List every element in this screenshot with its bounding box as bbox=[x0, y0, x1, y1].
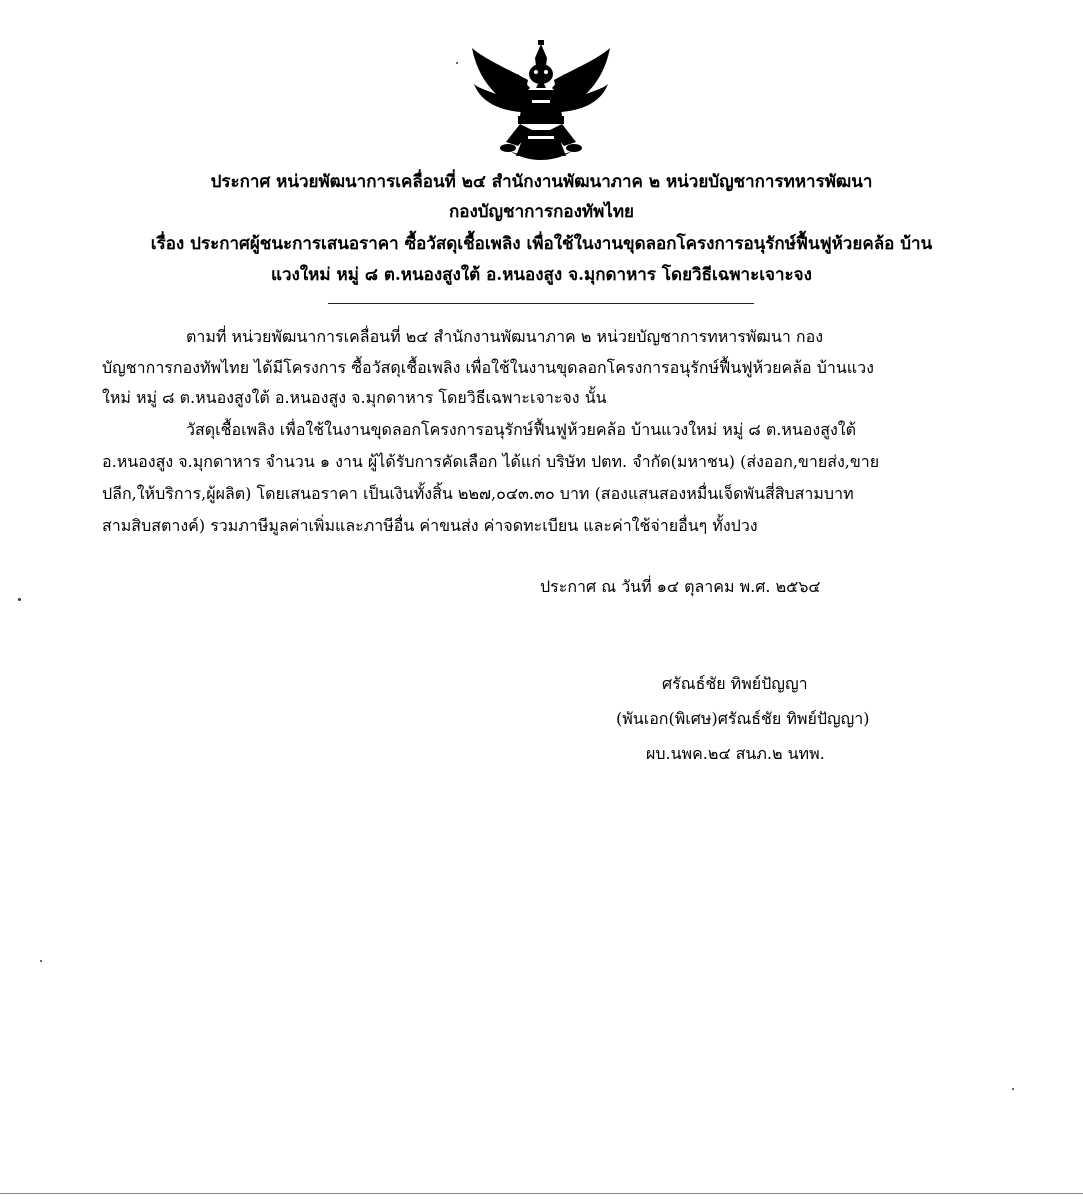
announcement-subject-line-1: เรื่อง ประกาศผู้ชนะการเสนอราคา ซื้อวัสดุเชื้อเพลิง เพื่อใช้ในงานขุดลอกโครงการอนุรักษ์ฟื้นฟูห้วยคล้อ บ้าน bbox=[150, 234, 933, 254]
paragraph-2-line-3: ปลีก,ให้บริการ,ผู้ผลิต) โดยเสนอราคา เป็นเงินทั้งสิ้น ๒๒๗,๐๔๓.๓๐ บาท (สองแสนสองหมื่นเจ็ดพันสี่สิบสามบาท bbox=[102, 484, 854, 503]
paragraph-1-line-3: ใหม่ หมู่ ๘ ต.หนองสูงใต้ อ.หนองสูง จ.มุกดาหาร โดยวิธีเฉพาะเจาะจง นั้น bbox=[102, 388, 607, 407]
header-divider bbox=[328, 303, 754, 304]
scan-speck bbox=[18, 598, 21, 601]
announcement-title-line-1: ประกาศ หน่วยพัฒนาการเคลื่อนที่ ๒๔ สำนักงานพัฒนาภาค ๒ หน่วยบัญชาการทหารพัฒนา bbox=[210, 172, 873, 192]
scan-speck bbox=[1012, 1088, 1014, 1090]
garuda-emblem-icon bbox=[466, 38, 616, 164]
paragraph-2-line-1: วัสดุเชื้อเพลิง เพื่อใช้ในงานขุดลอกโครงการอนุรักษ์ฟื้นฟูห้วยคล้อ บ้านแวงใหม่ หมู่ ๘ ต.หนองสูงใต้ bbox=[186, 420, 857, 439]
scan-edge-line bbox=[0, 1193, 1083, 1194]
paragraph-1-line-1: ตามที่ หน่วยพัฒนาการเคลื่อนที่ ๒๔ สำนักงานพัฒนาภาค ๒ หน่วยบัญชาการทหารพัฒนา กอง bbox=[186, 327, 823, 346]
signature-position: ผบ.นพค.๒๔ สนภ.๒ นทพ. bbox=[646, 744, 825, 763]
signature-name: ศรัณธ์ชัย ทิพย์ปัญญา bbox=[662, 674, 808, 693]
announcement-subject-line-2: แวงใหม่ หมู่ ๘ ต.หนองสูงใต้ อ.หนองสูง จ.มุกดาหาร โดยวิธีเฉพาะเจาะจง bbox=[271, 265, 812, 285]
paragraph-2-line-4: สามสิบสตางค์) รวมภาษีมูลค่าเพิ่มและภาษีอื่น ค่าขนส่ง ค่าจดทะเบียน และค่าใช้จ่ายอื่นๆ ทั้งปวง bbox=[102, 516, 758, 535]
announcement-date: ประกาศ ณ วันที่ ๑๔ ตุลาคม พ.ศ. ๒๕๖๔ bbox=[540, 577, 821, 596]
announcement-title-line-2: กองบัญชาการกองทัพไทย bbox=[448, 202, 635, 222]
paragraph-2-line-2: อ.หนองสูง จ.มุกดาหาร จำนวน ๑ งาน ผู้ได้รับการคัดเลือก ได้แก่ บริษัท ปตท. จำกัด(มหาชน) (ส่งออก,ขายส่ง,ขาย bbox=[102, 452, 880, 471]
paragraph-1-line-2: บัญชาการกองทัพไทย ได้มีโครงการ ซื้อวัสดุเชื้อเพลิง เพื่อใช้ในงานขุดลอกโครงการอนุรักษ์ฟื้นฟูห้วยคล้อ บ้านแวง bbox=[102, 358, 874, 377]
signature-rank-name: (พันเอก(พิเศษ)ศรัณธ์ชัย ทิพย์ปัญญา) bbox=[616, 709, 870, 728]
scan-speck bbox=[40, 960, 42, 962]
scan-speck bbox=[456, 62, 458, 64]
